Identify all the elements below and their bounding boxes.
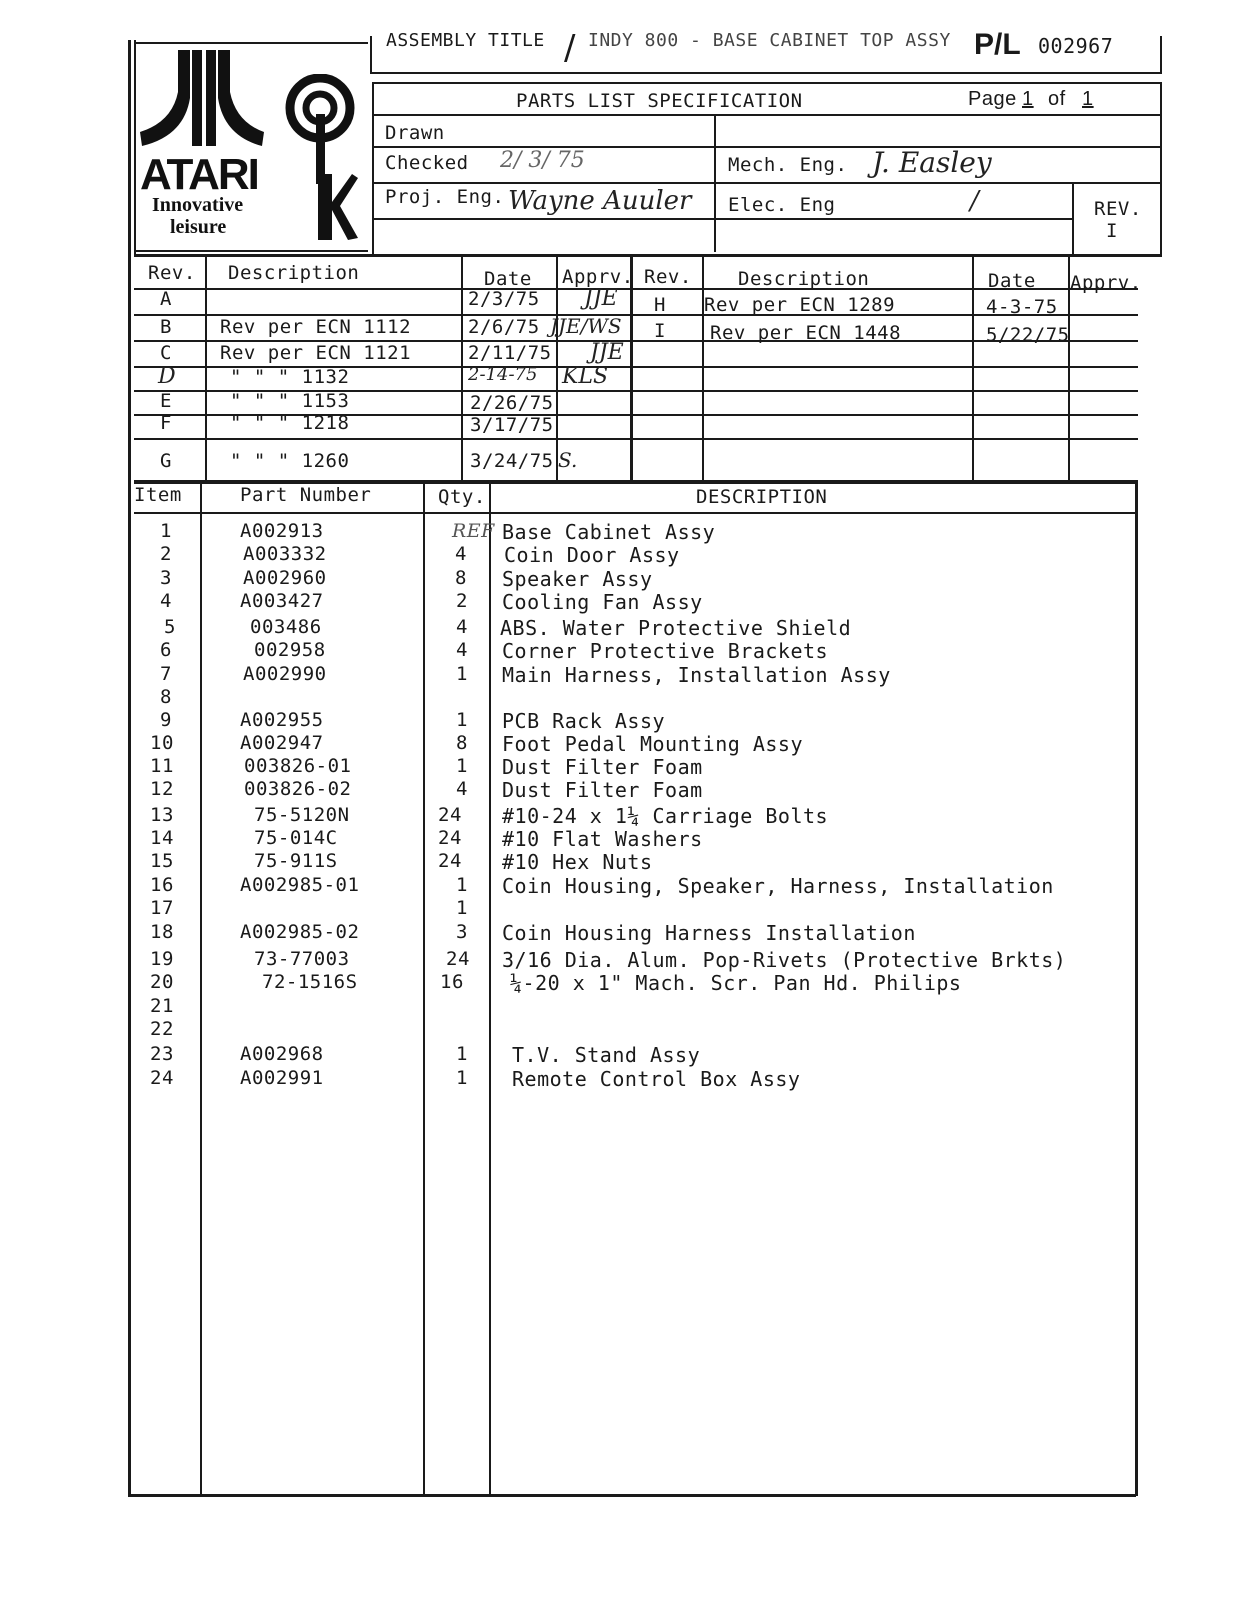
rev-left-e-desc: " " " 1153 — [230, 390, 350, 412]
rev-label: REV. — [1094, 198, 1142, 220]
description-header-left: Description — [228, 262, 360, 284]
item-number: 11 — [150, 755, 174, 777]
part-description: Dust Filter Foam — [502, 755, 703, 779]
rev-left-b-date: 2/6/75 — [468, 316, 540, 338]
rev-right-h-desc: Rev per ECN 1289 — [704, 294, 896, 316]
date-header-left: Date — [484, 268, 532, 290]
part-number: 75-911S — [254, 850, 338, 872]
item-header: Item — [134, 484, 182, 506]
rev-left-d: D — [158, 364, 176, 389]
proj-eng-signature: Wayne Auuler — [508, 186, 692, 216]
tagline-line1: Innovative — [152, 194, 244, 216]
part-number: A002968 — [240, 1043, 324, 1065]
pl-label: P/L — [974, 28, 1021, 61]
rev-left-g-desc: " " " 1260 — [230, 450, 350, 472]
part-description: T.V. Stand Assy — [512, 1043, 701, 1067]
rev-value: I — [1106, 220, 1118, 242]
quantity: 4 — [456, 778, 468, 800]
page-label: Page — [968, 88, 1017, 110]
part-description: 3/16 Dia. Alum. Pop-Rivets (Protective Brkts) — [502, 948, 1067, 972]
item-number: 12 — [150, 778, 174, 800]
part-number: A002990 — [243, 663, 327, 685]
mech-eng-label: Mech. Eng. — [728, 154, 848, 176]
quantity: 2 — [456, 590, 468, 612]
rev-left-a-date: 2/3/75 — [468, 288, 540, 310]
title-slash: / — [564, 28, 576, 68]
quantity: 1 — [456, 897, 468, 919]
quantity: REF — [452, 520, 495, 542]
rev-left-g-date: 3/24/75 — [470, 450, 554, 472]
part-number: 002958 — [254, 639, 326, 661]
assembly-title-value: INDY 800 - BASE CABINET TOP ASSY — [588, 30, 951, 51]
drawn-label: Drawn — [385, 122, 445, 144]
item-number: 6 — [160, 639, 172, 661]
part-description: Base Cabinet Assy — [502, 520, 716, 544]
rev-left-g-apprv: S. — [558, 448, 578, 472]
logo-block — [134, 42, 368, 252]
quantity: 8 — [455, 567, 467, 589]
item-number: 2 — [160, 543, 172, 565]
part-number: A003332 — [243, 543, 327, 565]
checked-label: Checked — [385, 152, 469, 174]
qty-header: Qty. — [438, 486, 486, 508]
assembly-title-label: ASSEMBLY TITLE — [386, 30, 545, 51]
rev-left-b-apprv: JJE/WS — [550, 314, 622, 338]
quantity: 24 — [438, 804, 462, 826]
apprv-header-right: Apprv. — [1070, 272, 1142, 294]
assembly-title-bar — [370, 28, 1162, 74]
rev-right-h: H — [654, 294, 666, 316]
checked-signature: 2/ 3/ 75 — [500, 148, 585, 173]
part-description: Remote Control Box Assy — [512, 1067, 801, 1091]
quantity: 1 — [456, 874, 468, 896]
rev-left-f-desc: " " " 1218 — [230, 412, 350, 434]
rev-left-c: C — [160, 342, 172, 364]
part-number: A002991 — [240, 1067, 324, 1089]
part-description: #10-24 x 1¼ Carriage Bolts — [502, 804, 829, 828]
part-description: ¼-20 x 1" Mach. Scr. Pan Hd. Philips — [510, 971, 962, 995]
item-number: 8 — [160, 686, 172, 708]
part-number: 72-1516S — [262, 971, 358, 993]
mech-eng-signature: J. Easley — [872, 146, 992, 179]
apprv-header-left: Apprv. — [562, 266, 634, 288]
rev-left-a-apprv: JJE — [584, 286, 618, 311]
item-number: 15 — [150, 850, 174, 872]
part-number: 003826-01 — [244, 755, 352, 777]
part-description: #10 Flat Washers — [502, 827, 703, 851]
part-description: Foot Pedal Mounting Assy — [502, 732, 803, 756]
page-total: 1 — [1082, 88, 1094, 110]
part-number: 73-77003 — [254, 948, 350, 970]
item-number: 18 — [150, 921, 174, 943]
quantity: 24 — [438, 827, 462, 849]
part-number: 003826-02 — [244, 778, 352, 800]
part-description: PCB Rack Assy — [502, 709, 666, 733]
quantity: 1 — [456, 1067, 468, 1089]
description-header: DESCRIPTION — [696, 486, 828, 508]
item-number: 13 — [150, 804, 174, 826]
item-number: 1 — [160, 520, 172, 542]
quantity: 3 — [456, 921, 468, 943]
item-number: 17 — [150, 897, 174, 919]
part-description: Coin Housing, Speaker, Harness, Installation — [502, 874, 1054, 898]
part-description: Dust Filter Foam — [502, 778, 703, 802]
quantity: 4 — [455, 543, 467, 565]
pl-number: 002967 — [1038, 34, 1114, 58]
item-number: 19 — [150, 948, 174, 970]
quantity: 24 — [438, 850, 462, 872]
rev-left-g: G — [160, 450, 172, 472]
rev-left-b: B — [160, 316, 172, 338]
rev-left-c-desc: Rev per ECN 1121 — [220, 342, 412, 364]
part-description: Coin Housing Harness Installation — [502, 921, 916, 945]
part-number: A002985-01 — [240, 874, 360, 896]
page-number: 1 — [1022, 88, 1034, 110]
rev-right-h-date: 4-3-75 — [986, 296, 1058, 318]
rev-left-d-apprv: KLS — [562, 364, 609, 389]
part-number: 75-5120N — [254, 804, 350, 826]
rev-left-f: F — [160, 412, 172, 434]
item-number: 4 — [160, 590, 172, 612]
item-number: 21 — [150, 995, 174, 1017]
page-of: of — [1048, 88, 1066, 110]
date-header-right: Date — [988, 270, 1036, 292]
part-number: A002947 — [240, 732, 324, 754]
part-description: Main Harness, Installation Assy — [502, 663, 891, 687]
item-number: 3 — [160, 567, 172, 589]
item-number: 7 — [160, 663, 172, 685]
description-header-right: Description — [738, 268, 870, 290]
rev-left-c-apprv: JJE — [590, 340, 624, 365]
quantity: 1 — [456, 755, 468, 777]
quantity: 1 — [456, 663, 468, 685]
rev-left-d-date: 2-14-75 — [468, 364, 538, 385]
quantity: 1 — [456, 709, 468, 731]
rev-right-i: I — [654, 320, 666, 342]
rev-right-i-desc: Rev per ECN 1448 — [710, 322, 902, 344]
rev-right-i-date: 5/22/75 — [986, 324, 1070, 346]
quantity: 8 — [456, 732, 468, 754]
tagline-line2: leisure — [170, 216, 227, 238]
part-number: A002913 — [240, 520, 324, 542]
item-number: 9 — [160, 709, 172, 731]
part-description: ABS. Water Protective Shield — [500, 616, 852, 640]
part-description: Corner Protective Brackets — [502, 639, 829, 663]
item-number: 20 — [150, 971, 174, 993]
part-description: #10 Hex Nuts — [502, 850, 653, 874]
rev-left-d-desc: " " " 1132 — [230, 366, 350, 388]
quantity: 16 — [440, 971, 464, 993]
rev-left-b-desc: Rev per ECN 1112 — [220, 316, 412, 338]
proj-eng-label: Proj. Eng. — [385, 186, 505, 208]
spec-title: PARTS LIST SPECIFICATION — [516, 90, 803, 112]
part-number: A002960 — [243, 567, 327, 589]
part-description: Cooling Fan Assy — [502, 590, 703, 614]
rev-left-e: E — [160, 390, 172, 412]
elec-eng-label: Elec. Eng — [728, 194, 836, 216]
part-number: 75-014C — [254, 827, 338, 849]
brand-name: ATARI — [140, 150, 258, 199]
item-number: 24 — [150, 1067, 174, 1089]
rev-left-e-date: 2/26/75 — [470, 392, 554, 414]
item-number: 16 — [150, 874, 174, 896]
item-number: 14 — [150, 827, 174, 849]
part-number: A003427 — [240, 590, 324, 612]
item-number: 5 — [164, 616, 176, 638]
cgk-emblem-icon — [284, 74, 358, 244]
item-number: 22 — [150, 1018, 174, 1040]
quantity: 1 — [456, 1043, 468, 1065]
quantity: 24 — [446, 948, 470, 970]
part-number: A002955 — [240, 709, 324, 731]
part-number: A002985-02 — [240, 921, 360, 943]
rev-header-right: Rev. — [644, 266, 692, 288]
part-description: Speaker Assy — [502, 567, 653, 591]
atari-fuji-logo — [138, 48, 266, 148]
part-description: Coin Door Assy — [504, 543, 680, 567]
rev-left-c-date: 2/11/75 — [468, 342, 552, 364]
rev-header-left: Rev. — [148, 262, 196, 284]
elec-eng-signature: / — [970, 186, 979, 216]
quantity: 4 — [456, 616, 468, 638]
rev-left-f-date: 3/17/75 — [470, 414, 554, 436]
quantity: 4 — [456, 639, 468, 661]
part-number-header: Part Number — [240, 484, 372, 506]
item-number: 23 — [150, 1043, 174, 1065]
rev-left-a: A — [160, 288, 172, 310]
item-number: 10 — [150, 732, 174, 754]
part-number: 003486 — [250, 616, 322, 638]
